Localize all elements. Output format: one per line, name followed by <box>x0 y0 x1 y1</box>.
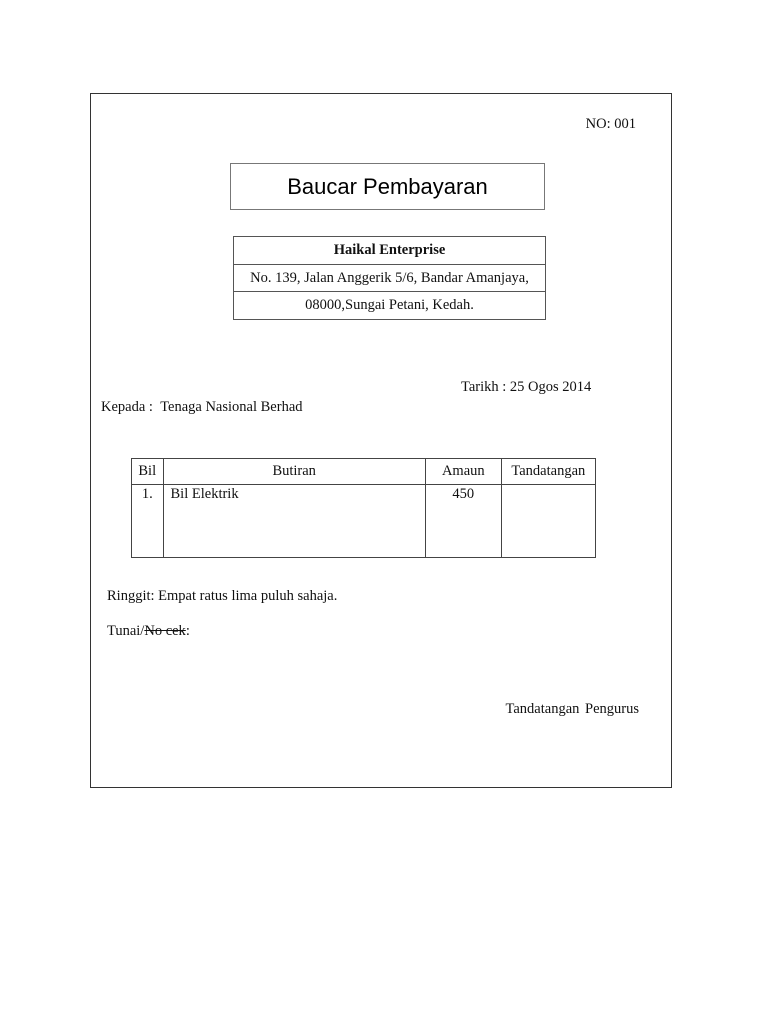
payment-method <box>107 623 190 640</box>
table-row <box>132 485 596 558</box>
voucher-number: NO: 001 <box>585 116 636 132</box>
cell-tandatangan <box>501 485 595 558</box>
voucher-date: Tarikh : 25 Ogos 2014 <box>461 379 592 395</box>
company-name: Haikal Enterprise <box>333 242 446 258</box>
header-butiran: Butiran <box>163 459 425 485</box>
amount-in-words: Ringgit: Empat ratus lima puluh sahaja. <box>107 588 338 604</box>
recipient-line <box>101 399 303 416</box>
voucher-title: Baucar Pembayaran <box>230 163 545 210</box>
company-address-line1: No. 139, Jalan Anggerik 5/6, Bandar Amanjaya, <box>234 264 545 291</box>
payment-struck-option: No cek <box>144 623 186 639</box>
manager-signature-label: Tandatangan Pengurus <box>505 701 639 717</box>
payment-suffix: : <box>185 623 190 639</box>
recipient-name: Tenaga Nasional Berhad <box>160 399 303 415</box>
recipient-label: Kepada : <box>101 399 153 415</box>
cell-butiran: Bil Elektrik <box>163 485 425 558</box>
items-table <box>131 458 596 558</box>
header-amaun: Amaun <box>425 459 501 485</box>
header-bil: Bil <box>132 459 164 485</box>
table-header-row <box>132 459 596 485</box>
payment-selected: Tunai/ <box>107 623 145 639</box>
cell-bil: 1. <box>132 485 164 558</box>
cell-amaun: 450 <box>425 485 501 558</box>
company-info <box>233 236 546 320</box>
company-address-line2: 08000,Sungai Petani, Kedah. <box>234 291 545 318</box>
payment-voucher <box>90 93 672 788</box>
header-tandatangan: Tandatangan <box>501 459 595 485</box>
